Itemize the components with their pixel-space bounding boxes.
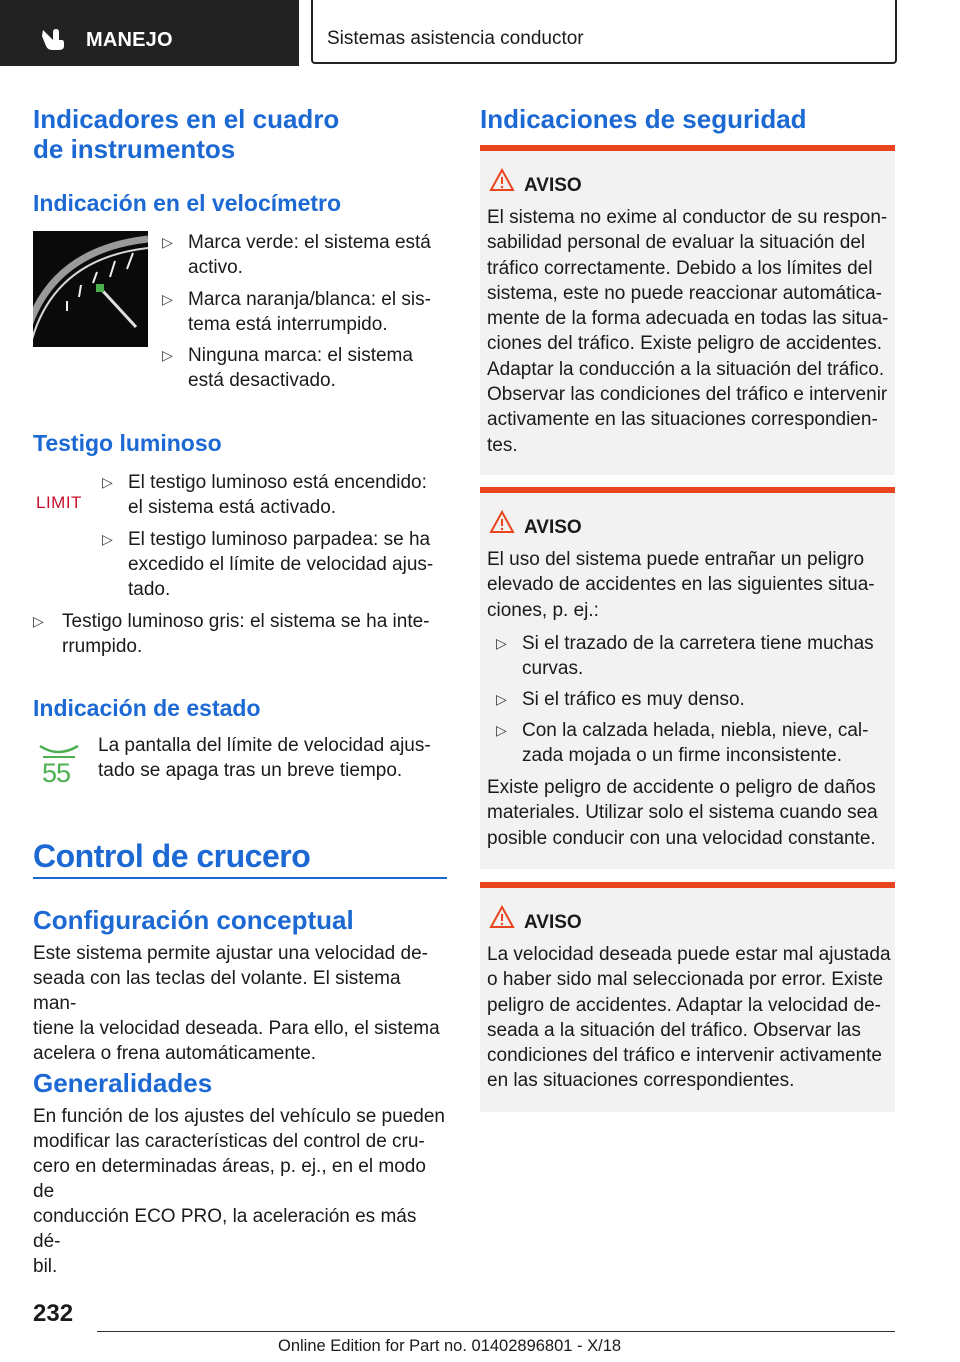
warning-text: Existe peligro de accidente o peligro de daños materiales. Utilizar solo el sistema cuando sea posible conducir con una velocidad constante. — [487, 777, 878, 849]
speedometer-image — [33, 231, 148, 347]
list-item: ▷ Marca naranja/blanca: el sis- tema está interrumpido. — [162, 289, 431, 335]
general-heading: Generalidades — [33, 1068, 213, 1098]
bullet-triangle-icon: ▷ — [33, 613, 44, 629]
warning-text: El sistema no exime al conductor de su respon- sabilidad personal de evaluar la situación del tráfico correctamente. Debido a los límites del sistema, este no puede reaccionar automática- mente de la forma adecuada en todas las situa- ciones del tráfico. Existe peligro de accidentes. Adaptar la conducción a la situación del tráfico. Observar las condiciones del tráfico e intervenir activamente en las situaciones correspondien- tes. — [487, 207, 889, 456]
concept-heading: Configuración conceptual — [33, 905, 354, 935]
safety-heading: Indicaciones de seguridad — [480, 104, 807, 134]
warning-text: La velocidad deseada puede estar mal ajustada o haber sido mal seleccionada por error. Existe peligro de accidentes. Adaptar la velocidad de- seada a la situación del tráfico. Observar las condiciones del tráfico e intervenir activamente en las situaciones correspondientes. — [487, 944, 891, 1092]
warning-triangle-icon — [489, 168, 515, 192]
page-header — [0, 0, 960, 66]
chapter-title: Sistemas asistencia conductor — [327, 28, 584, 49]
list-item: ▷ Testigo luminoso gris: el sistema se ha inte- rrumpido. — [33, 611, 430, 657]
page-number: 232 — [33, 1300, 74, 1327]
warning-triangle-icon — [489, 510, 515, 534]
list-item: ▷ Ninguna marca: el sistema está desactivado. — [162, 345, 413, 391]
divider — [33, 877, 447, 879]
status-text: La pantalla del límite de velocidad ajus- tado se apaga tras un breve tiempo. — [98, 735, 431, 781]
bullet-triangle-icon: ▷ — [496, 722, 507, 738]
list-item: ▷ Si el tráfico es muy denso. — [496, 689, 745, 710]
page-title — [33, 104, 339, 164]
warning-label: AVISO — [524, 912, 582, 933]
limit-indicator-icon: LIMIT — [36, 493, 82, 512]
chapter-tab — [311, 0, 897, 64]
warning-bar — [480, 145, 895, 151]
edition-text: Online Edition for Part no. 01402896801 - X/18 — [278, 1337, 622, 1355]
lamp-heading: Testigo luminoso — [33, 430, 222, 456]
bullet-triangle-icon: ▷ — [496, 635, 507, 651]
list-item: ▷ El testigo luminoso parpadea: se ha excedido el límite de velocidad ajus- tado. — [102, 529, 434, 600]
bullet-triangle-icon: ▷ — [102, 474, 113, 490]
speed-value: 55 — [42, 758, 71, 788]
status-heading: Indicación de estado — [33, 695, 261, 721]
warning-bar — [480, 487, 895, 493]
page-title-line: Indicadores en el cuadro — [33, 104, 340, 134]
warning-triangle-icon — [489, 905, 515, 929]
speedo-heading: Indicación en el velocímetro — [33, 190, 342, 216]
list-item: ▷ El testigo luminoso está encendido: el sistema está activado. — [102, 472, 427, 518]
general-text: En función de los ajustes del vehículo se pueden modificar las características del control de cru- cero en determinadas áreas, p. ej., en el modo de conducción ECO PRO, la aceleración es más dé- bil. — [33, 1106, 445, 1277]
bullet-triangle-icon: ▷ — [102, 531, 113, 547]
bullet-triangle-icon: ▷ — [162, 347, 173, 363]
footer-divider — [97, 1331, 895, 1332]
page-title-line: de instrumentos — [33, 134, 236, 164]
list-item: ▷ Marca verde: el sistema está activo. — [162, 232, 431, 278]
warning-bar — [480, 882, 895, 888]
section-tab — [0, 0, 299, 66]
warning-text: El uso del sistema puede entrañar un peligro elevado de accidentes en las siguientes situa- ciones, p. ej.: — [487, 549, 875, 621]
warning-box — [480, 882, 895, 1112]
warning-box — [480, 145, 895, 475]
concept-text: Este sistema permite ajustar una velocidad de- seada con las teclas del volante. El sistema man- tiene la velocidad deseada. Para ello, el sistema acelera o frena automáticamente. — [33, 943, 440, 1064]
list-item: ▷ Con la calzada helada, niebla, nieve, cal- zada mojada o un firme inconsistente. — [496, 720, 869, 766]
list-item: ▷ Si el trazado de la carretera tiene muchas curvas. — [496, 633, 874, 679]
section-title: MANEJO — [86, 29, 173, 51]
warning-box — [480, 487, 895, 869]
bullet-triangle-icon: ▷ — [496, 691, 507, 707]
warning-label: AVISO — [524, 517, 582, 538]
bullet-triangle-icon: ▷ — [162, 234, 173, 250]
steering-hand-icon — [40, 26, 66, 52]
bullet-triangle-icon: ▷ — [162, 291, 173, 307]
chapter-heading: Control de crucero — [33, 838, 311, 874]
warning-label: AVISO — [524, 175, 582, 196]
